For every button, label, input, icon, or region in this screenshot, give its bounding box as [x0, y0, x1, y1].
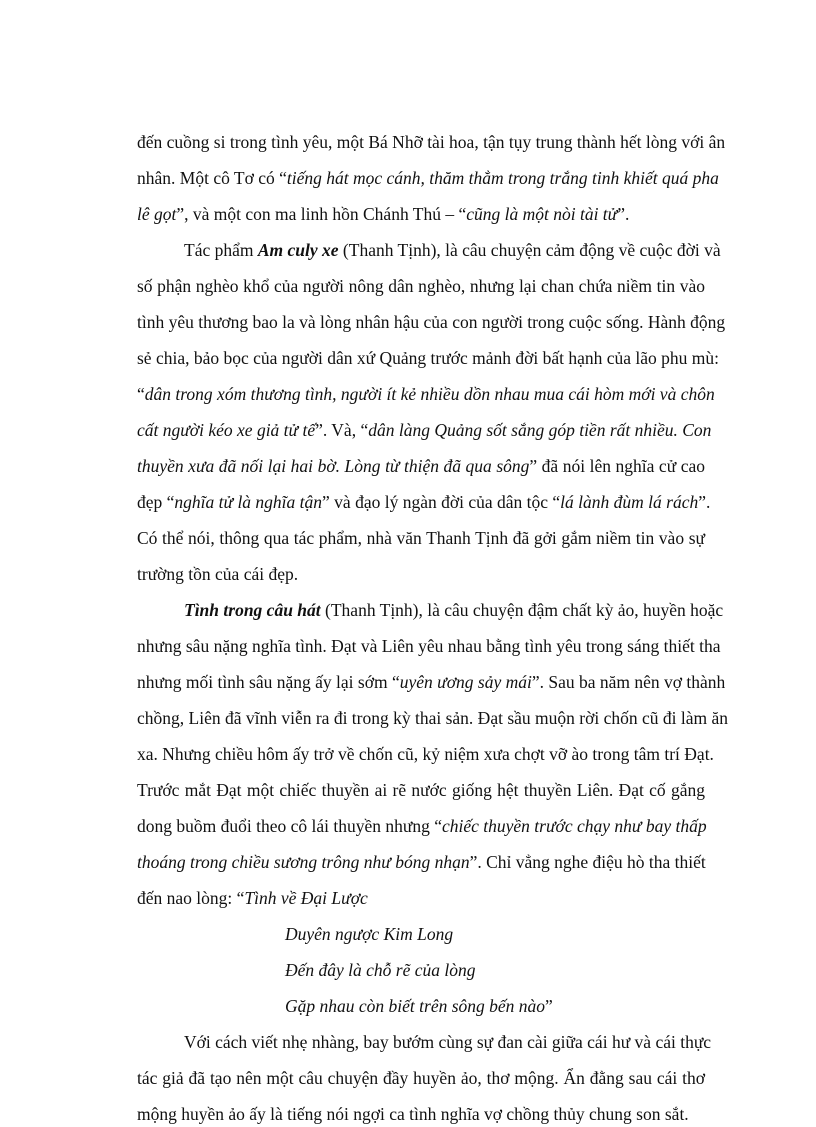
text-line	[137, 453, 705, 479]
text-line	[137, 309, 726, 335]
text-run: ”.	[617, 204, 630, 224]
text-line	[137, 1065, 705, 1091]
text-run: nhân. Một cô Tơ có “	[137, 168, 287, 188]
quote-text: lá lành đùm lá rách	[560, 492, 699, 512]
text-run: ” và đạo lý ngàn đời của dân tộc “	[322, 492, 561, 512]
text-run: mộng huyền ảo ấy là tiếng nói ngợi ca tình nghĩa vợ chồng thủy chung son sắt.	[137, 1104, 689, 1124]
quote-text: chiếc thuyền trước chạy như bay thấp	[442, 816, 707, 836]
quote-text: Gặp nhau còn biết trên sông bến nào	[285, 996, 546, 1016]
text-line	[137, 813, 705, 839]
text-line	[184, 1029, 712, 1055]
text-line	[137, 741, 714, 767]
quote-text: uyên ương sảy mái	[399, 672, 532, 692]
text-run: sẻ chia, bảo bọc của người dân xứ Quảng trước mảnh đời bất hạnh của lão phu mù:	[137, 348, 720, 368]
text-line	[137, 129, 726, 155]
text-run: tình yêu thương bao la và lòng nhân hậu của con người trong cuộc sống. Hành động	[137, 312, 726, 332]
text-line	[137, 705, 728, 731]
text-line	[137, 777, 705, 803]
text-line	[184, 597, 724, 623]
quote-text: Duyên ngược Kim Long	[285, 924, 454, 944]
text-run: ”	[545, 996, 553, 1016]
text-line	[137, 417, 712, 443]
text-line	[137, 345, 720, 371]
text-run: ”.	[698, 492, 711, 512]
text-run: chồng, Liên đã vĩnh viễn ra đi trong kỳ thai sản. Đạt sầu muộn rời chốn cũ đi làm ăn	[137, 708, 728, 728]
text-line	[137, 669, 726, 695]
text-line	[137, 201, 705, 227]
text-run: Trước mắt Đạt một chiếc thuyền ai rẽ nước giống hệt thuyền Liên. Đạt cố gắng	[137, 780, 705, 800]
text-run: Tác phẩm	[184, 240, 258, 260]
text-run: tác giả đã tạo nên một câu chuyện đầy huyền ảo, thơ mộng. Ẩn đằng sau cái thơ	[137, 1068, 705, 1088]
text-line	[137, 885, 705, 911]
text-line	[137, 381, 715, 407]
text-run: (Thanh Tịnh), là câu chuyện cảm động về cuộc đời và	[338, 240, 721, 260]
text-run: đẹp “	[137, 492, 175, 512]
quote-text: dân làng Quảng sốt sắng góp tiền rất nhiều. Con	[368, 420, 712, 440]
text-run: Có thể nói, thông qua tác phẩm, nhà văn Thanh Tịnh đã gởi gắm niềm tin vào sự	[137, 528, 705, 548]
text-line	[137, 849, 705, 875]
quote-text: thuyền xưa đã nối lại hai bờ. Lòng từ thiện đã qua sông	[137, 456, 530, 476]
text-run: đến cuồng si trong tình yêu, một Bá Nhỡ tài hoa, tận tụy trung thành hết lòng với ân	[137, 132, 726, 152]
text-run: ”. Chỉ vẳng nghe điệu hò tha thiết	[469, 852, 706, 872]
text-line	[137, 561, 705, 587]
text-line	[137, 525, 705, 551]
work-title: Tình trong câu hát	[184, 600, 321, 620]
text-run: ” đã nói lên nghĩa cử cao	[529, 456, 705, 476]
text-run: ”. Sau ba năm nên vợ thành	[531, 672, 726, 692]
text-run: nhưng mối tình sâu nặng ấy lại sớm “	[137, 672, 400, 692]
text-run: ”, và một con ma linh hồn Chánh Thú – “	[176, 204, 467, 224]
quote-text: nghĩa tử là nghĩa tận	[174, 492, 323, 512]
work-title: Am culy xe	[257, 240, 339, 260]
text-line	[137, 165, 719, 191]
quote-text: tiếng hát mọc cánh, thăm thẳm trong trắng tinh khiết quá pha	[286, 168, 719, 188]
quote-text: thoáng trong chiều sương trông như bóng nhạn	[137, 852, 470, 872]
text-line	[184, 237, 721, 263]
quote-text: cất người kéo xe giả tử tế	[137, 420, 316, 440]
quote-text: Đến đây là chỗ rẽ của lòng	[285, 960, 476, 980]
text-line	[137, 633, 721, 659]
text-run: “	[137, 384, 145, 404]
text-line	[137, 273, 705, 299]
quote-text: cũng là một nòi tài tử	[466, 204, 618, 224]
text-run: Với cách viết nhẹ nhàng, bay bướm cùng sự đan cài giữa cái hư và cái thực	[184, 1032, 712, 1052]
text-run: ”. Và, “	[315, 420, 369, 440]
text-run: (Thanh Tịnh), là câu chuyện đậm chất kỳ ảo, huyền hoặc	[320, 600, 724, 620]
verse-line	[285, 993, 705, 1019]
text-run: xa. Nhưng chiều hôm ấy trở về chốn cũ, kỷ niệm xưa chợt vỡ ào trong tâm trí Đạt.	[137, 744, 714, 764]
text-line	[137, 1101, 705, 1127]
verse-line	[285, 957, 705, 983]
text-run: số phận nghèo khổ của người nông dân nghèo, nhưng lại chan chứa niềm tin vào	[137, 276, 705, 296]
verse-line	[285, 921, 705, 947]
text-run: nhưng sâu nặng nghĩa tình. Đạt và Liên yêu nhau bằng tình yêu trong sáng thiết tha	[137, 636, 721, 656]
quote-text: Tình về Đại Lược	[244, 888, 368, 908]
quote-text: lê gọt	[137, 204, 177, 224]
text-run: đến nao lòng: “	[137, 888, 245, 908]
text-run: dong buồm đuổi theo cô lái thuyền nhưng “	[137, 816, 442, 836]
text-run: trường tồn của cái đẹp.	[137, 564, 299, 584]
quote-text: dân trong xóm thương tình, người ít kẻ nhiều dồn nhau mua cái hòm mới và chôn	[144, 384, 715, 404]
text-line	[137, 489, 711, 515]
